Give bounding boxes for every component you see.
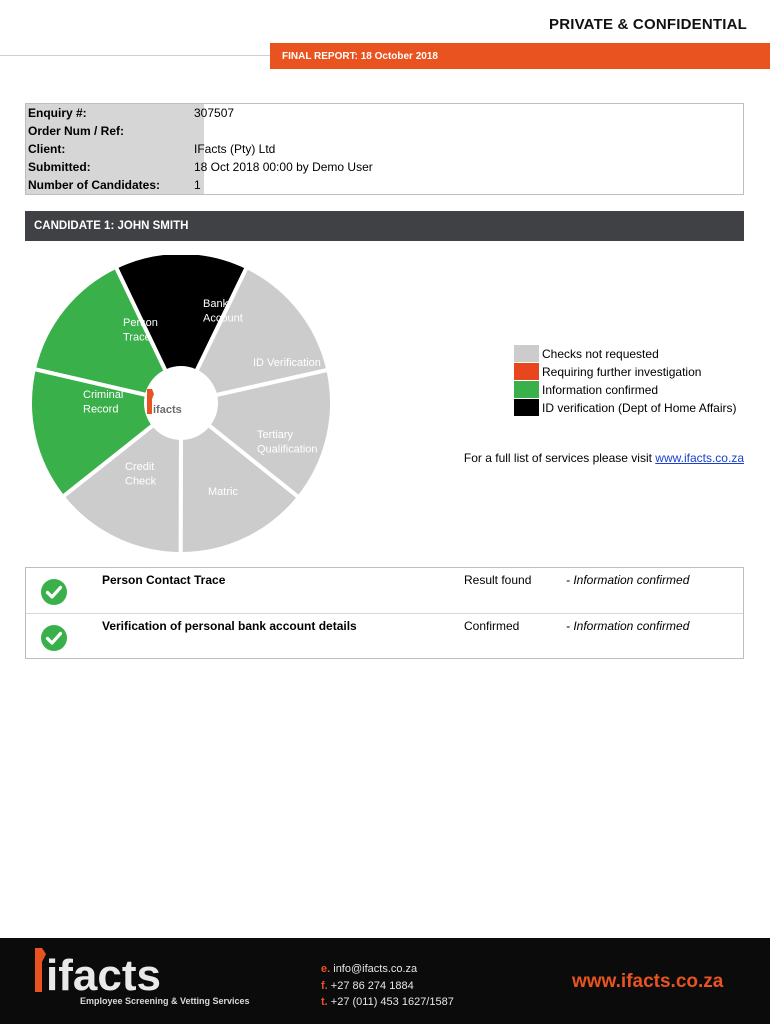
pie-label-matric: Matric <box>208 486 238 498</box>
pie-label-tertiary-qualification: Tertiary Qualification <box>257 429 318 456</box>
legend-swatch <box>514 399 539 416</box>
services-link[interactable]: www.ifacts.co.za <box>655 451 744 465</box>
info-label: Client: <box>28 142 66 156</box>
result-value: Result found <box>464 573 532 587</box>
check-circle-icon <box>40 578 68 606</box>
info-row-submitted <box>26 158 743 176</box>
report-title-bar: FINAL REPORT: 18 October 2018 <box>270 43 770 69</box>
check-circle-icon <box>40 624 68 652</box>
footer-tagline: Employee Screening & Vetting Services <box>80 996 250 1006</box>
result-check-name: Verification of personal bank account details <box>102 619 357 633</box>
info-label: Number of Candidates: <box>28 178 161 192</box>
email-link[interactable]: info@ifacts.co.za <box>333 963 418 975</box>
info-row-client <box>26 140 743 158</box>
footer-url[interactable]: www.ifacts.co.za <box>572 971 724 992</box>
pie-center <box>144 366 218 440</box>
legend-swatch <box>514 345 539 362</box>
contact-email: e. info@ifacts.co.za <box>321 963 418 975</box>
pie-label-person-trace: Person Trace <box>123 317 158 344</box>
candidate-header: CANDIDATE 1: JOHN SMITH <box>25 211 744 241</box>
ifacts-footer-logo <box>32 946 192 998</box>
results-table <box>25 567 744 659</box>
contact-tel: t. +27 (011) 453 1627/1587 <box>321 996 454 1008</box>
info-value: 18 Oct 2018 00:00 by Demo User <box>194 160 373 174</box>
result-row <box>26 568 743 613</box>
info-label: Order Num / Ref: <box>28 124 125 138</box>
legend-label: Checks not requested <box>542 347 659 361</box>
confidential-label: PRIVATE & CONFIDENTIAL <box>548 16 747 33</box>
pie-label-credit-check: Credit Check <box>125 461 157 488</box>
info-value: 307507 <box>194 106 235 120</box>
legend-swatch <box>514 363 539 380</box>
enquiry-info-table <box>25 103 744 195</box>
legend-label: ID verification (Dept of Home Affairs) <box>542 401 737 415</box>
services-text: For a full list of services please visit <box>463 451 656 465</box>
footer <box>0 938 770 1024</box>
info-row-candidates <box>26 176 743 194</box>
info-label: Enquiry #: <box>28 106 87 120</box>
header-rule <box>0 55 270 56</box>
pie-label-id-verification: ID Verification <box>253 357 321 369</box>
pie-label-bank-account: Bank Account <box>203 298 243 325</box>
contact-fax: f. +27 86 274 1884 <box>321 979 414 992</box>
result-row <box>26 613 743 659</box>
info-row-enquiry <box>26 104 743 122</box>
pie-label-criminal-record: Criminal Record <box>83 389 124 416</box>
info-row-order <box>26 122 743 140</box>
result-status: - Information confirmed <box>566 619 690 633</box>
info-value: 1 <box>194 178 201 192</box>
legend-swatch <box>514 381 539 398</box>
result-check-name: Person Contact Trace <box>102 573 226 587</box>
footer-logo-text: ifacts <box>46 951 161 998</box>
legend-label: Requiring further investigation <box>542 365 702 379</box>
info-label: Submitted: <box>28 160 91 174</box>
center-logo-text: ifacts <box>153 404 182 416</box>
info-value: IFacts (Pty) Ltd <box>194 142 276 156</box>
checks-pie-chart <box>25 255 345 555</box>
result-status: - Information confirmed <box>566 573 690 587</box>
legend-label: Information confirmed <box>542 383 659 397</box>
result-value: Confirmed <box>464 619 520 633</box>
footer-contact <box>321 961 454 1011</box>
services-note <box>464 451 744 465</box>
